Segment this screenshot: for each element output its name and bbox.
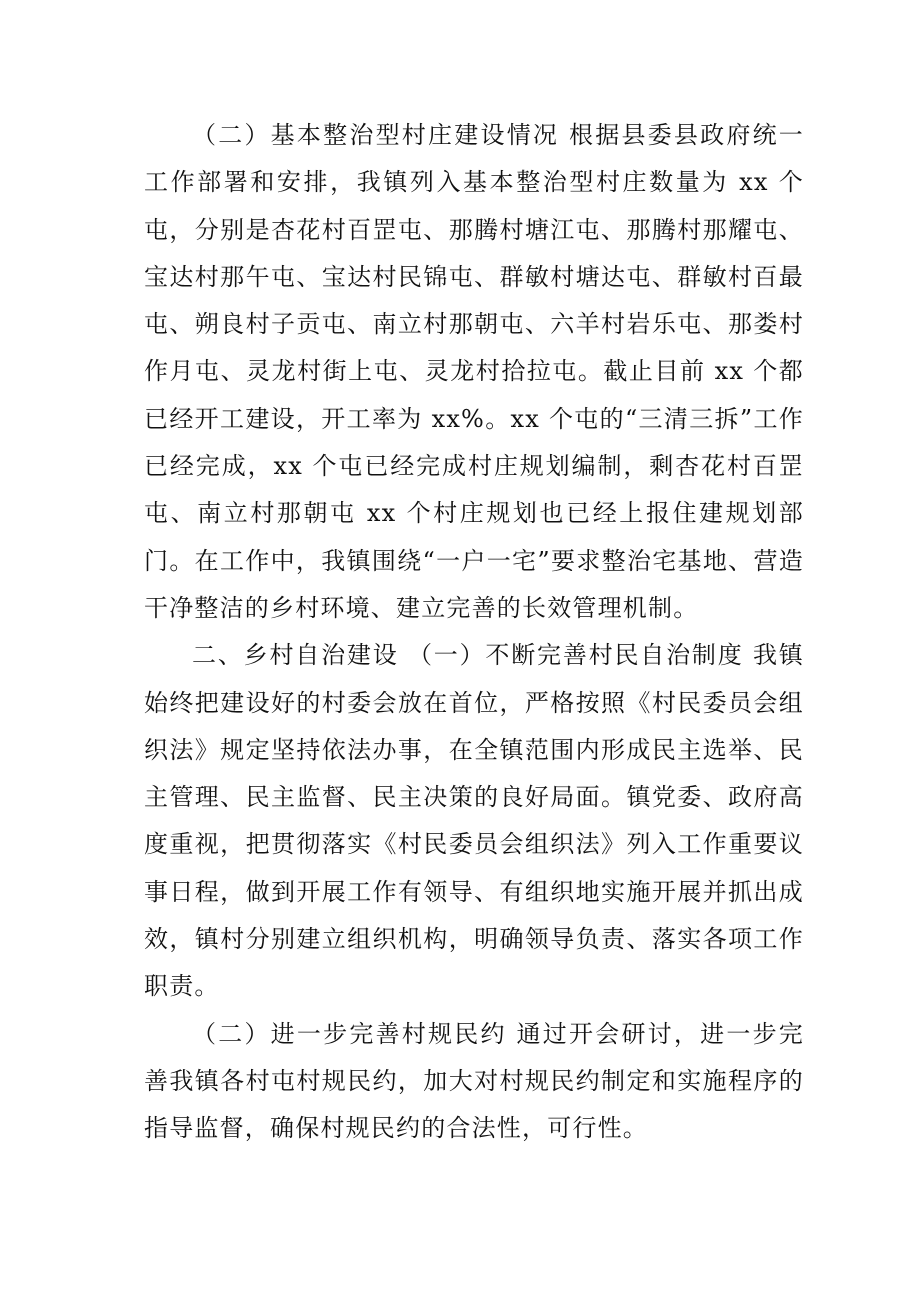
document-body	[144, 112, 804, 1153]
paragraph-village-self-governance: 二、乡村自治建设 （一）不断完善村民自治制度 我镇始终把建设好的村委会放在首位，严格按照《村民委员会组织法》规定坚持依法办事，在全镇范围内形成民主选举、民主管理、民主监督、民主决策的良好局面。镇党委、政府高度重视，把贯彻落实《村民委员会组织法》列入工作重要议事日程，做到开展工作有领导、有组织地实施开展并抓出成效，镇村分别建立组织机构，明确领导负责、落实各项工作职责。	[144, 641, 804, 1001]
paragraph-basic-renovation-villages: （二）基本整治型村庄建设情况 根据县委县政府统一工作部署和安排，我镇列入基本整治型村庄数量为 xx 个屯，分别是杏花村百罡屯、那腾村塘江屯、那腾村那耀屯、宝达村那午屯、宝达村民锦屯、群敏村塘达屯、群敏村百最屯、朔良村子贡屯、南立村那朝屯、六羊村岩乐屯、那娄村作月屯、灵龙村街上屯、灵龙村拾拉屯。截止目前 xx 个都已经开工建设，开工率为 xx%。xx 个屯的“三清三拆”工作已经完成，xx 个屯已经完成村庄规划编制，剩杏花村百罡屯、南立村那朝屯 xx 个村庄规划也已经上报住建规划部门。在工作中，我镇围绕“一户一宅”要求整治宅基地、营造干净整洁的乡村环境、建立完善的长效管理机制。	[144, 121, 804, 622]
paragraph-village-rules: （二）进一步完善村规民约 通过开会研讨，进一步完善我镇各村屯村规民约，加大对村规民约制定和实施程序的指导监督，确保村规民约的合法性，可行性。	[144, 1019, 804, 1143]
